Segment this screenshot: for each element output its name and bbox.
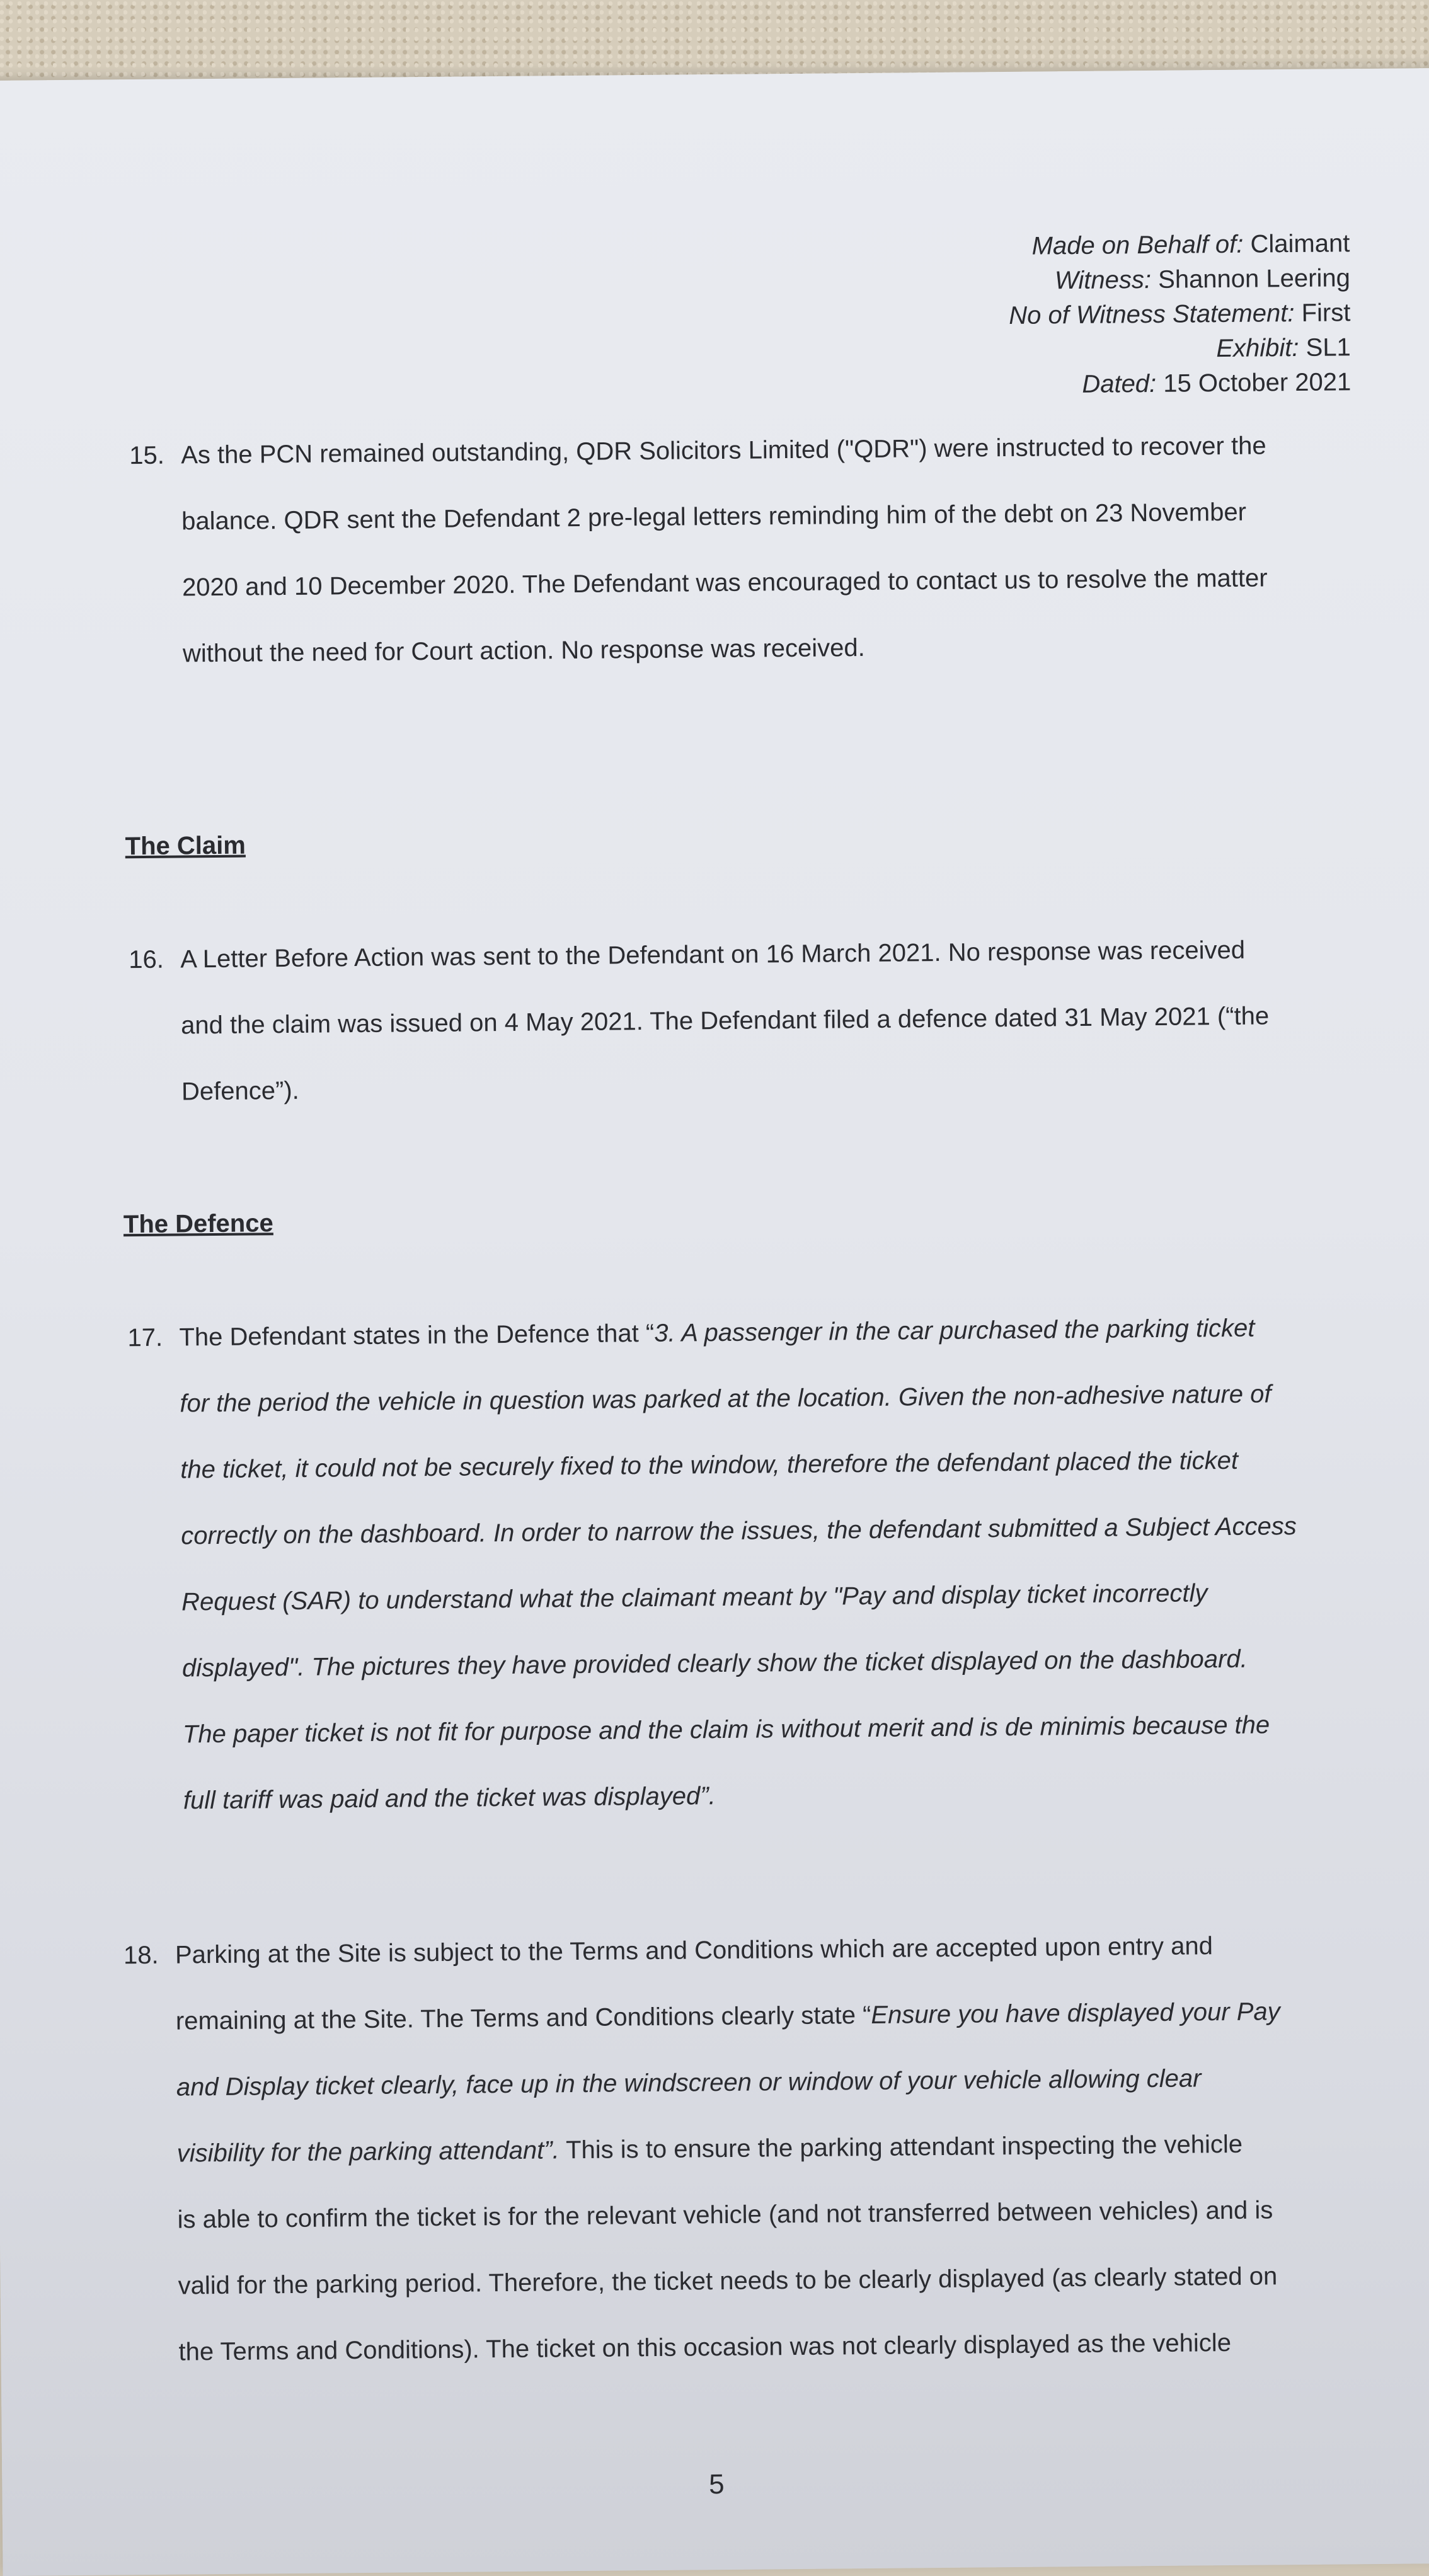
- statement-header: [1008, 226, 1351, 403]
- paragraph-line: Defence”).: [181, 1076, 299, 1106]
- paragraph-line: visibility for the parking attendant”. This is to ensure the parking attendant inspecting the vehicle: [176, 2130, 1243, 2168]
- paragraph-15: [129, 412, 1367, 687]
- quoted-line: for the period the vehicle in question was parked at the location. Given the non-adhesive nature of: [180, 1380, 1271, 1418]
- paragraph-line: is able to confirm the ticket is for the relevant vehicle (and not transferred between vehicles) and is: [177, 2196, 1273, 2234]
- heading-the-claim: The Claim: [125, 831, 246, 861]
- paragraph-line: 2020 and 10 December 2020. The Defendant was encouraged to contact us to resolve the matter: [181, 564, 1268, 602]
- paragraph-line: balance. QDR sent the Defendant 2 pre-legal letters reminding him of the debt on 23 November: [181, 498, 1247, 536]
- paragraph-line: remaining at the Site. The Terms and Conditions clearly state “Ensure you have displayed your Pay: [175, 1998, 1280, 2035]
- quoted-line: The paper ticket is not fit for purpose and the claim is without merit and is de minimis because the: [182, 1711, 1270, 1749]
- paragraph-line: Parking at the Site is subject to the Terms and Conditions which are accepted upon entry and: [175, 1932, 1214, 1969]
- paragraph-number: 17.: [127, 1323, 163, 1352]
- heading-the-defence: The Defence: [123, 1209, 273, 1239]
- quoted-line: and Display ticket clearly, face up in the windscreen or window of your vehicle allowing clear: [176, 2064, 1202, 2102]
- paragraph-line: and the claim was issued on 4 May 2021. The Defendant filed a defence dated 31 May 2021 (“the: [180, 1002, 1270, 1040]
- paragraph-line: the Terms and Conditions). The ticket on this occasion was not clearly displayed as the vehicle: [178, 2328, 1232, 2366]
- made-on-behalf-line: Made on Behalf of: Claimant: [1031, 229, 1350, 260]
- quoted-line: displayed". The pictures they have provided clearly show the ticket displayed on the dashboard.: [181, 1645, 1248, 1682]
- page-number: 5: [708, 2469, 725, 2500]
- quoted-line: correctly on the dashboard. In order to narrow the issues, the defendant submitted a Subject Access: [181, 1512, 1297, 1550]
- page-content: [0, 68, 1429, 2538]
- quoted-line: full tariff was paid and the ticket was displayed”.: [183, 1782, 716, 1815]
- witness-line: Witness: Shannon Leering: [1054, 264, 1351, 295]
- dated-line: Dated: 15 October 2021: [1082, 368, 1352, 398]
- quoted-line: the ticket, it could not be securely fixed to the window, therefore the defendant placed the ticket: [180, 1446, 1239, 1484]
- quoted-line: Request (SAR) to understand what the claimant meant by "Pay and display ticket incorrectly: [181, 1579, 1208, 1616]
- document-page: [0, 68, 1429, 2576]
- paragraph-16: [129, 916, 1378, 1125]
- paragraph-line: As the PCN remained outstanding, QDR Solicitors Limited ("QDR") were instructed to recover the: [181, 432, 1266, 469]
- paragraph-17: [127, 1294, 1404, 1835]
- paragraph-line: A Letter Before Action was sent to the Defendant on 16 March 2021. No response was received: [180, 936, 1246, 974]
- exhibit-line: Exhibit: SL1: [1216, 333, 1352, 363]
- statement-number-line: No of Witness Statement: First: [1009, 299, 1351, 330]
- paragraph-line: valid for the parking period. Therefore, the ticket needs to be clearly displayed (as clearly stated on: [178, 2262, 1278, 2300]
- paragraph-number: 16.: [129, 945, 164, 974]
- paragraph-line: The Defendant states in the Defence that “3. A passenger in the car purchased the parking ticket: [179, 1314, 1255, 1352]
- paragraph-number: 18.: [123, 1941, 159, 1970]
- paragraph-18: [123, 1911, 1429, 2386]
- paragraph-line: without the need for Court action. No response was received.: [182, 633, 865, 668]
- paragraph-number: 15.: [129, 441, 165, 470]
